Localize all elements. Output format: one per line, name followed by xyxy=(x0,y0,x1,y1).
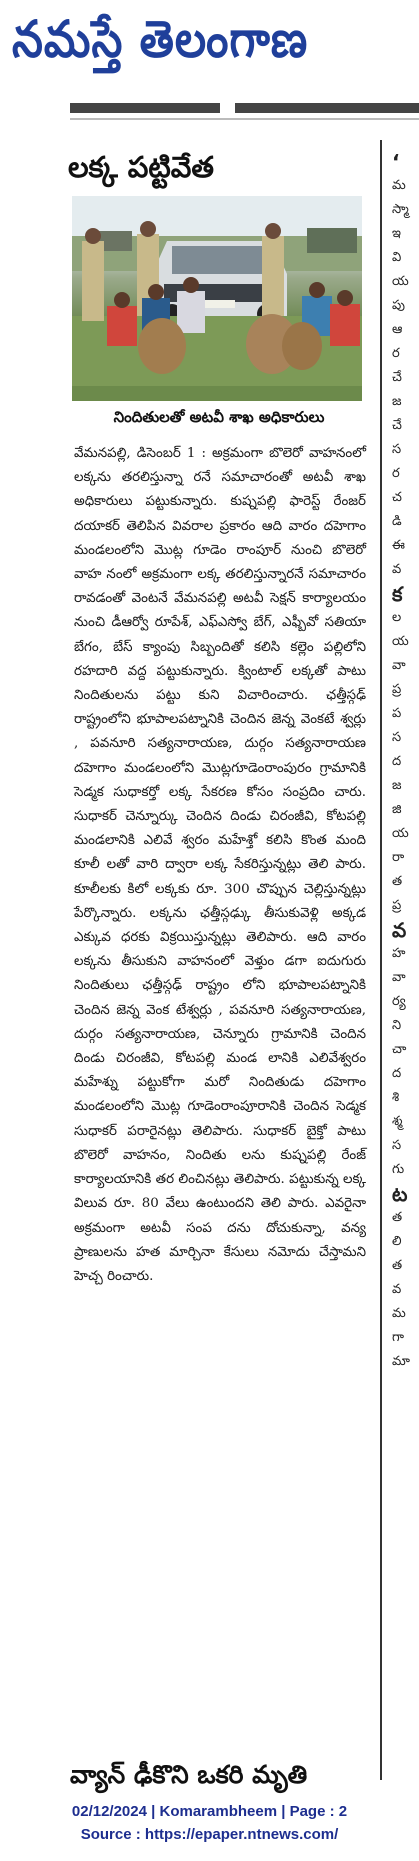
right-column-fragment: వా xyxy=(392,658,406,673)
right-column-fragment: ‘ xyxy=(392,150,400,174)
masthead-rule-left xyxy=(70,103,220,113)
right-column-fragment: వా xyxy=(392,970,406,985)
right-column-fragment: జి xyxy=(392,802,402,817)
right-column-fragment: ప్ర xyxy=(392,682,402,697)
right-column-fragment: వ xyxy=(392,562,402,577)
right-column-fragment: య xyxy=(392,826,409,841)
right-column-fragment: గా xyxy=(392,1330,404,1345)
right-column-fragment: త xyxy=(392,874,403,889)
right-column-fragment: త xyxy=(392,1258,403,1273)
right-column-fragment: స్మా xyxy=(392,202,409,217)
right-column-fragment: ద xyxy=(392,754,402,769)
right-column-fragment: చే xyxy=(392,418,402,433)
page-footer xyxy=(0,1800,419,1846)
right-column-fragment: స xyxy=(392,442,402,457)
right-column-fragment: డి xyxy=(392,514,402,529)
right-column-fragment: ని xyxy=(392,1018,402,1033)
right-column-fragment: మ xyxy=(392,178,406,193)
photo-caption: నిందితులతో అటవీ శాఖ అధికారులు xyxy=(113,408,325,426)
right-column-fragment: ర xyxy=(392,346,400,361)
masthead-rule-right xyxy=(235,103,419,113)
right-column-fragment: లి xyxy=(392,1234,402,1249)
article-headline: లక్క పట్టివేత xyxy=(68,150,214,184)
masthead xyxy=(0,0,419,92)
column-divider xyxy=(380,140,382,1780)
right-column-fragment: మ xyxy=(392,1306,406,1321)
right-column-fragment: చ xyxy=(392,490,402,505)
article-photo xyxy=(72,196,362,401)
right-column-fragment: క xyxy=(392,582,403,606)
right-column-fragment: ట xyxy=(392,1182,408,1206)
right-column-fragment: ర్య xyxy=(392,994,406,1009)
right-column-fragment: శ్మ xyxy=(392,1114,403,1129)
right-column-fragment: గు xyxy=(392,1162,405,1177)
right-column-fragment: ద xyxy=(392,1066,402,1081)
right-column-fragment: ల xyxy=(392,610,402,625)
right-column-fragment: స xyxy=(392,1138,402,1153)
right-column-fragment: య xyxy=(392,634,409,649)
article-body: వేమనపల్లి, డిసెంబర్ 1 : అక్రమంగా బొలెరో వాహనంలో లక్కను తరలిస్తున్నా రనే సమాచారంతో అటవీ శాఖ అధికారులు పట్టుకున్నారు. కుష్నపల్లి ఫారెస్ట్ రేంజర్ దయాకర్ తెలిపిన వివరాల ప్రకారం ఆది వారం దహెగాం మండలంలోని మొట్ల గూడెం రాంపూర్ నుంచి బొలెరో వాహ నంలో అక్రమంగా లక్క తరలిస్తున్నారనే సమాచారం రావడంతో వెంటనే వేమనపల్లి అటవీ సెక్షన్ కార్యాలయం నుంచి డీఆర్వో రూపేశ్, ఎఫ్ఎస్వో బేగ్, ఎఫ్బీవో సతియా బేగం, బేస్ క్యాంపు సిబ్బందితో కలిసి కల్లెం పల్లిలోని రహదారి వద్ద పట్టుకున్నారు. క్వింటాల్ లక్కతో పాటు నిందితులను పట్టు కుని విచారించారు. ఛత్తీస్గఢ్ రాష్ట్రంలోని భూపాలపట్నానికి చెందిన జెన్న వెంకటే శ్వర్లు , పవనూరి సత్యనారాయణ, దుర్గం సత్యనారాయణ దహెగాం మండలంలోని మొట్లగూడెంరాంపురం గ్రామానికి సెడ్మక సుధాకర్తో లక్క సేకరణ కోసం సంప్రదిం చారు. సుధాకర్ చెన్నూర్కు చెందిన దిండు చిరంజీవి, కోటపల్లి మండలానికి ఎలివే శ్వరం మహేశ్తో కలిసి కొంత మంది కూలీ లతో వారి ద్వారా లక్క సేకరిస్తున్నట్లు తెలి పారు. కూలీలకు కిలో లక్కకు రూ. 300 చొప్పున చెల్లిస్తున్నట్లు పేర్కొన్నారు. లక్కను ఛత్తీస్గఢ్కు తీసుకువెళ్లి అక్కడ ఎక్కువ ధరకు విక్రయిస్తున్నట్లు తెలిపారు. ఆది వారం లక్కను తీసుకుని వాహనంలో వెళ్తుం డగా ఐదుగురు నిందితులు ఛత్తీస్గఢ్ రాష్ట్రం లోని భూపాలపట్నానికి చెందిన జెన్న వెంక టేశ్వర్లు , పవనూరి సత్యనారాయణ, దుర్గం సత్యనారాయణ, చెన్నూరు గ్రామానికి చెందిన దిండు చిరంజీవి, కోటపల్లి మండ లానికి ఎలివేశ్వరం మహేశ్ను పట్టుకోగా మరో నిందితుడు దహెగాం మండలంలోని మొట్ల గూడెంరాంపూరానికి చెందిన సెడ్మక సుధాకర్ పరారైనట్లు తెలిపారు. సుధాకర్ బైక్తో పాటు బొలెరో వాహనం, నిందితు లను కుష్నపల్లి రేంజ్ కార్యాలయానికి తర లించినట్లు తెలిపారు. పట్టుకున్న లక్క విలువ రూ. 80 వేలు ఉంటుందని తెలి పారు. ఎవరైనా అక్రమంగా అటవీ సంప దను దోచుకున్నా, వన్య ప్రాణులను హత మార్చినా కేసులు నమోదు చేస్తామని హెచ్చ రించారు. xyxy=(74,446,366,1284)
right-column-fragment: చా xyxy=(392,1042,407,1057)
right-column-fragment: పు xyxy=(392,298,405,313)
next-article-headline: వ్యాన్ ఢీకొని ఒకరి మృతి xyxy=(70,1760,308,1789)
right-column-fragment: య xyxy=(392,274,409,289)
right-column-fragment: వి xyxy=(392,250,402,265)
right-column-fragment: వ xyxy=(392,1282,402,1297)
right-column-fragment: ర xyxy=(392,466,400,481)
newspaper-title: నమస్తే తెలంగాణ xyxy=(12,10,309,69)
right-column-fragment: స xyxy=(392,730,402,745)
right-column-fragment: ఆ xyxy=(392,322,403,337)
right-column-fragment: త xyxy=(392,1210,403,1225)
right-column-fragment: ప xyxy=(392,706,402,721)
right-column-fragment: వ xyxy=(392,918,407,942)
footer-dateline: 02/12/2024 | Komarambheem | Page : 2 xyxy=(71,1803,348,1820)
right-column-fragment: ప్ర xyxy=(392,898,402,913)
right-column-fragment: మా xyxy=(392,1354,410,1369)
footer-source: Source : https://epaper.ntnews.com/ xyxy=(80,1826,339,1843)
right-column-fragment: జ xyxy=(392,778,402,793)
right-column-fragment: జ xyxy=(392,394,402,409)
right-column-fragment: హ xyxy=(392,946,406,961)
right-column-fragment: రా xyxy=(392,850,405,865)
right-column-fragment: ఇ xyxy=(392,226,401,241)
right-column-fragments xyxy=(392,150,419,1374)
masthead-thin-rule xyxy=(70,118,419,120)
right-column-fragment: శి xyxy=(392,1090,400,1105)
right-column-fragment: చే xyxy=(392,370,402,385)
right-column-fragment: ఈ xyxy=(392,538,405,553)
